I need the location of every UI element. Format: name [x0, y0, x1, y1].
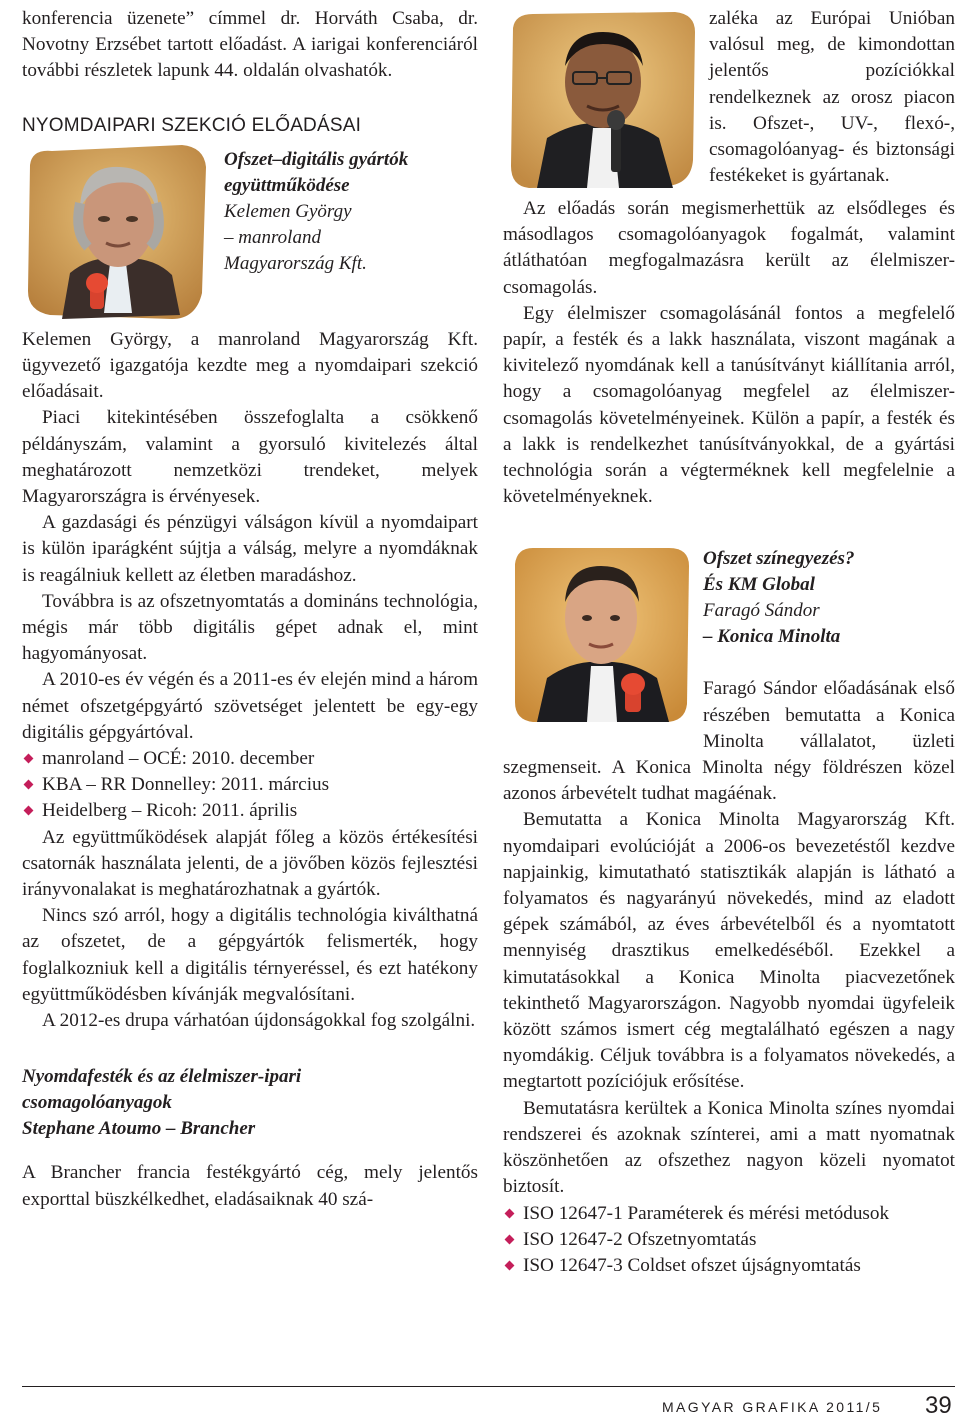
kelemen-gyorgy-photo [22, 143, 212, 323]
bullet-diamond-icon [24, 806, 34, 816]
right-column [503, 0, 955, 1279]
bullet-diamond-icon [24, 754, 34, 764]
left-bullet-item: KBA – RR Donnelley: 2011. március [22, 772, 478, 798]
left-paragraph-6: Az együttműködések alapját főleg a közös értékesítési csatornák használata jelenti, de a jövőben közös fejlesztési irányvonalakat is meghatározhatnak a gyártók. [22, 826, 478, 901]
left-paragraph-8: A 2012-es drupa várhatóan újdonságokkal fog szolgálni. [42, 1010, 476, 1032]
footer-magazine-name: MAGYAR GRAFIKA 2011/5 [662, 1399, 883, 1415]
left-paragraph-1: Kelemen György, a manroland Magyarország Kft. ügyvezető igazgatója kezdte meg a nyomdaipari szekció előadásait. [22, 328, 478, 403]
talk2-speaker: Stephane Atoumo – Brancher [22, 1118, 256, 1140]
talk2-title-line1: Nyomdafesték és az élelmiszer-ipari [22, 1066, 302, 1088]
talk3-title-line2: És KM Global [703, 574, 815, 596]
bullet-diamond-icon [505, 1260, 515, 1270]
stephane-atoumo-photo [507, 10, 699, 190]
left-bullet-item: manroland – OCÉ: 2010. december [22, 746, 478, 772]
right-paragraph-1: zaléka az Európai Unióban valósul meg, de kimondottan jelentős pozíciókkal rendelkeznek az orosz piacon is. Ofszet-, UV-, flexó-, csomagolóanyag- és biztonsági festékeket is gyártanak. [709, 8, 955, 187]
bullet-diamond-icon [505, 1234, 515, 1244]
farago-sandor-photo [509, 544, 693, 726]
right-bullet-item: ISO 12647-3 Coldset ofszet újságnyomtatás [503, 1253, 955, 1279]
right-paragraph-6: Bemutatásra kerültek a Konica Minolta színes nyomdai rendszerei és azoknak színterei, ami a matt nyomatnak köszönhetően az ofszethez nagyon közeli nyomatot biztosít. [503, 1097, 955, 1198]
right-bullet-item: ISO 12647-1 Paraméterek és mérési metódusok [503, 1201, 955, 1227]
talk1-speaker: Kelemen György [224, 200, 352, 222]
left-paragraph-7: Nincs szó arról, hogy a digitális technológia kiválthatná az ofszetet, de a gépgyártók felismerték, hogy foglalkozniuk kell a digitális térnyeréssel, és ezt hatékony együttműködésben kívánják megvalósítani. [22, 905, 478, 1005]
footer-rule [22, 1386, 955, 1387]
left-bullet-list [22, 746, 478, 825]
left-column [22, 0, 478, 1213]
intro-paragraph: konferencia üzenete” címmel dr. Horváth Csaba, dr. Novotny Erzsébet tartott előadást. A iarigai konferenciáról további részletek lapunk 44. oldalán olvashatók. [22, 8, 478, 82]
right-paragraph-4: Faragó Sándor előadásának első részében bemutatta a Konica Minolta vállalatot, üzleti szegmenseit. A Konica Minolta négy földrészen közel azonos árbevételt tudhat magáénak. [503, 678, 955, 805]
right-paragraph-2: Az előadás során megismerhettük az elsődleges és másodlagos csomagolóanyagok fogalmát, valamint átláthatóan megfogalmazásra került az élelmiszer-csomagolás. [503, 198, 955, 298]
talk1-title-line2: együttműködése [224, 174, 350, 196]
section-heading: NYOMDAIPARI SZEKCIÓ ELŐADÁSAI [22, 114, 362, 136]
talk3-speaker: Faragó Sándor [703, 600, 820, 622]
talk1-company-line1: – manroland [224, 226, 321, 248]
left-paragraph-3: A gazdasági és pénzügyi válságon kívül a nyomdaipart is külön iparágként sújtja a válság, melyre a nyomdáknak is reagálniuk kellett az életben maradáshoz. [22, 512, 478, 586]
left-paragraph-5: A 2010-es év végén és a 2011-es év elején mind a három német ofszetgépgyártó szövetséget jelentett be egy-egy digitális gépgyártóval. [22, 669, 478, 743]
brancher-paragraph: A Brancher francia festékgyártó cég, mely jelentős exporttal büszkélkedhet, eladásaiknak 40 szá- [22, 1162, 478, 1210]
left-paragraph-2: Piaci kitekintésében összefoglalta a csökkenő példányszám, valamint a gyorsuló kivitelezés által meghatározott nemzetközi trendeket, melyek Magyarországra is érvényesek. [22, 407, 478, 508]
talk1-company-line2: Magyarország Kft. [224, 252, 367, 274]
footer-page-number: 39 [925, 1392, 952, 1419]
bullet-diamond-icon [24, 780, 34, 790]
bullet-diamond-icon [505, 1208, 515, 1218]
left-bullet-item: Heidelberg – Ricoh: 2011. április [22, 798, 478, 824]
talk2-title-line2: csomagolóanyagok [22, 1092, 172, 1114]
right-bullet-list [503, 1201, 955, 1280]
left-paragraph-4: Továbbra is az ofszetnyomtatás a domináns technológia, mégis már több digitális gépet adnak el, mint hagyományosat. [22, 590, 478, 665]
talk1-title-line1: Ofszet–digitális gyártók [224, 148, 409, 170]
right-paragraph-5: Bemutatta a Konica Minolta Magyarország Kft. nyomdaipari evolúcióját a 2006-os bevezetéstől kezdve napjainkig, kimutatható statisztikák alapján is látható a folyamatos és nagyarányú növekedés, mind az eladott gépek számából, az éves árbevételből és a nyomtatott mennyiség drasztikus emelkedéséből. Ezekkel a kimutatásokkal a Konica Minolta piacvezetőnek tekinthető Magyarországon. Nagyobb nyomdai ügyfeleik között számos ismert cég megtalálható egészen a nagy nyomdákig. Céljuk továbbra is a folyamatos növekedés, a megtartott pozíciójuk erősítése. [503, 809, 955, 1093]
talk3-title-line1: Ofszet színegyezés? [703, 548, 855, 570]
right-paragraph-3: Egy élelmiszer csomagolásánál fontos a megfelelő papír, a festék és a lakk használata, viszont magának a kivitelező nyomdának kell a tanúsítványt kiállítania arról, hogy a csomagolóanyag megfelel az élelmiszer-csomagolás követelményeinek. Külön a papír, a festék és a lakk is rendelkezhet tanúsítványokkal, de a gyártási technológia során a végterméknek kell megfelelnie a követelményeknek. [503, 302, 955, 508]
talk3-company: – Konica Minolta [703, 626, 841, 648]
right-bullet-item: ISO 12647-2 Ofszetnyomtatás [503, 1227, 955, 1253]
